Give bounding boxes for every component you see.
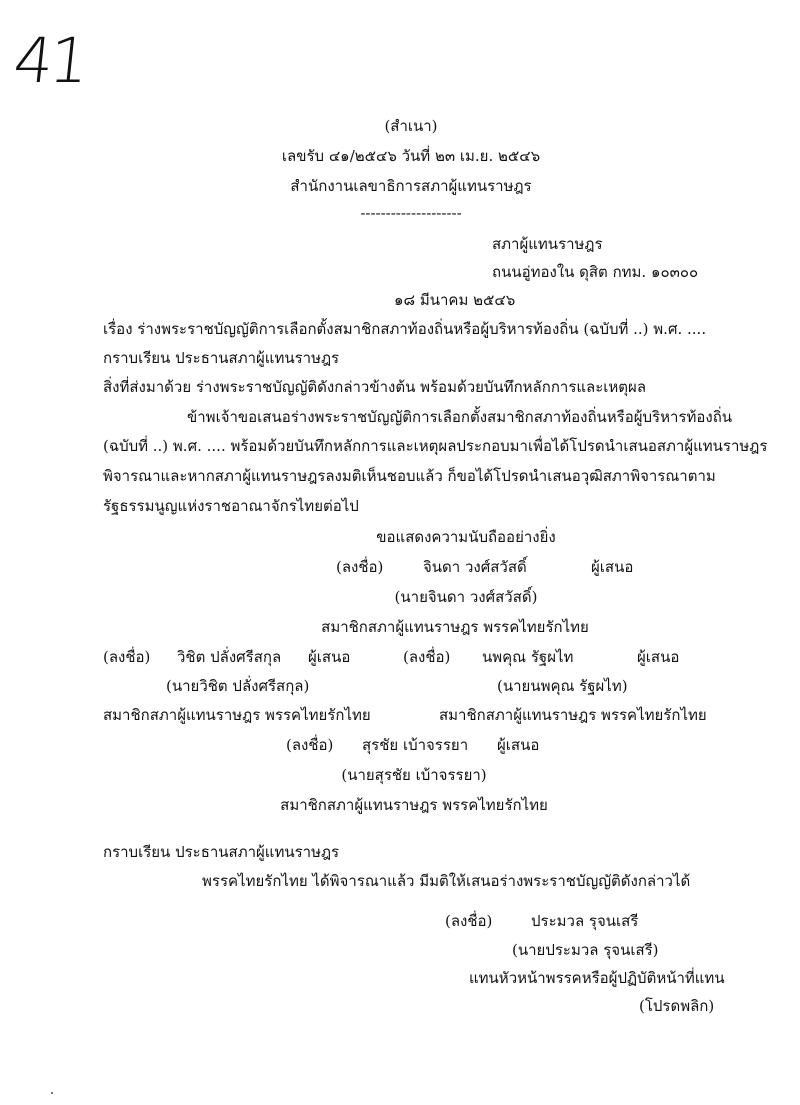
proposer-label: ผู้เสนอ bbox=[308, 648, 351, 666]
letter-salutation: กราบเรียน ประธานสภาผู้แทนราษฎร bbox=[103, 349, 340, 367]
sign-label: (ลงชื่อ) bbox=[445, 912, 493, 930]
letter-enclosure: สิ่งที่ส่งมาด้วย ร่างพระราชบัญญัติดังกล่าวข้างต้น พร้อมด้วยบันทึกหลักการและเหตุผล bbox=[103, 378, 647, 396]
body-line: รัฐธรรมนูญแห่งราชอาณาจักรไทยต่อไป bbox=[103, 497, 359, 515]
turn-over-note: (โปรดพลิก) bbox=[639, 997, 715, 1015]
body-line: ข้าพเจ้าขอเสนอร่างพระราชบัญญัติการเลือกตั้งสมาชิกสภาท้องถิ่นหรือผู้บริหารท้องถิ่น bbox=[187, 408, 733, 426]
signatory-3-name: นพคุณ รัฐผไท bbox=[482, 648, 574, 666]
proposer-label: ผู้เสนอ bbox=[497, 736, 540, 754]
signatory-4-name: สุรชัย เบ้าจรรยา bbox=[362, 736, 469, 754]
proposer-label: ผู้เสนอ bbox=[637, 648, 680, 666]
signatory-2-name: วิชิต ปลั่งศรีสกุล bbox=[177, 648, 282, 666]
signatory-2-fullname: (นายวิชิต ปลั่งศรีสกุล) bbox=[166, 677, 310, 695]
signatory-3-title: สมาชิกสภาผู้แทนราษฎร พรรคไทยรักไทย bbox=[439, 706, 707, 724]
endorser-role: แทนหัวหน้าพรรคหรือผู้ปฏิบัติหน้าที่แทน bbox=[469, 969, 725, 987]
copy-label: (สำเนา) bbox=[384, 117, 438, 135]
office-name: สำนักงานเลขาธิการสภาผู้แทนราษฎร bbox=[290, 177, 532, 195]
closing-phrase: ขอแสดงความนับถืออย่างยิ่ง bbox=[376, 528, 556, 546]
endorsement-text: พรรคไทยรักไทย ได้พิจารณาแล้ว มีมติให้เสนอร่างพระราชบัญญัติดังกล่าวได้ bbox=[202, 872, 691, 890]
sign-label: (ลงชื่อ) bbox=[336, 558, 384, 576]
scan-speck bbox=[51, 1092, 53, 1094]
signatory-3-fullname: (นายนพคุณ รัฐผไท) bbox=[497, 677, 628, 695]
letter-date: ๑๘ มีนาคม ๒๕๔๖ bbox=[394, 291, 516, 309]
signatory-4-title: สมาชิกสภาผู้แทนราษฎร พรรคไทยรักไทย bbox=[280, 796, 548, 814]
sign-label: (ลงชื่อ) bbox=[103, 648, 151, 666]
signatory-4-fullname: (นายสุรชัย เบ้าจรรยา) bbox=[341, 766, 487, 784]
endorser-fullname: (นายประมวล รุจนเสรี) bbox=[512, 941, 659, 959]
receipt-number: เลขรับ ๔๑/๒๕๔๖ วันที่ ๒๓ เม.ย. ๒๕๔๖ bbox=[281, 147, 541, 165]
sign-label: (ลงชื่อ) bbox=[286, 736, 334, 754]
proposer-label: ผู้เสนอ bbox=[591, 558, 634, 576]
handwritten-page-number: 41 bbox=[10, 24, 89, 97]
signatory-2-title: สมาชิกสภาผู้แทนราษฎร พรรคไทยรักไทย bbox=[103, 706, 371, 724]
sender-address-line1: สภาผู้แทนราษฎร bbox=[492, 235, 603, 253]
signatory-1-name: จินดา วงศ์สวัสดิ์ bbox=[423, 558, 527, 576]
sign-label: (ลงชื่อ) bbox=[403, 648, 451, 666]
endorser-name: ประมวล รุจนเสรี bbox=[531, 912, 639, 930]
header-divider: -------------------- bbox=[360, 204, 462, 222]
body-line: (ฉบับที่ ..) พ.ศ. .... พร้อมด้วยบันทึกหลักการและเหตุผลประกอบมาเพื่อได้โปรดนำเสนอสภาผู้แทนราษฎร bbox=[103, 437, 768, 455]
body-line: พิจารณาและหากสภาผู้แทนราษฎรลงมติเห็นชอบแล้ว ก็ขอได้โปรดนำเสนอวุฒิสภาพิจารณาตาม bbox=[103, 467, 716, 485]
signatory-1-fullname: (นายจินดา วงศ์สวัสดิ์) bbox=[394, 588, 538, 606]
signatory-1-title: สมาชิกสภาผู้แทนราษฎร พรรคไทยรักไทย bbox=[321, 618, 589, 636]
sender-address-line2: ถนนอู่ทองใน ดุสิต กทม. ๑๐๓๐๐ bbox=[492, 263, 699, 281]
endorsement-salutation: กราบเรียน ประธานสภาผู้แทนราษฎร bbox=[103, 843, 340, 861]
letter-subject: เรื่อง ร่างพระราชบัญญัติการเลือกตั้งสมาชิกสภาท้องถิ่นหรือผู้บริหารท้องถิ่น (ฉบับที่ ..) พ.ศ. .... bbox=[103, 320, 707, 338]
